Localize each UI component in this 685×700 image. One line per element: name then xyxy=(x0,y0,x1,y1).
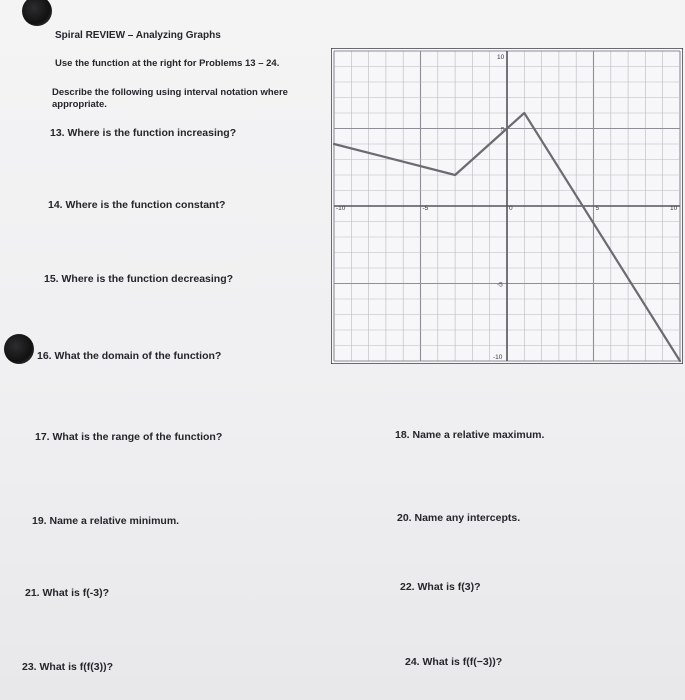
question-19: 19. Name a relative minimum. xyxy=(32,515,180,527)
question-16: 16. What the domain of the function? xyxy=(37,350,222,362)
question-14: 14. Where is the function constant? xyxy=(48,199,226,211)
worksheet-instruction: Use the function at the right for Problems 13 – 24. xyxy=(55,58,280,69)
y-tick-label: 10 xyxy=(497,54,505,61)
question-18: 18. Name a relative maximum. xyxy=(395,429,545,441)
y-tick-label: -10 xyxy=(493,354,503,361)
x-tick-label: -5 xyxy=(422,205,429,212)
binder-hole-middle xyxy=(4,334,34,364)
binder-hole-top xyxy=(22,0,52,26)
y-tick-label: 5 xyxy=(501,126,505,134)
y-tick-label: -5 xyxy=(497,281,503,289)
x-tick-label: 10 xyxy=(670,205,678,212)
question-24: 24. What is f(f(−3))? xyxy=(405,656,503,668)
question-21: 21. What is f(-3)? xyxy=(25,587,110,599)
question-23: 23. What is f(f(3))? xyxy=(22,661,113,673)
question-20: 20. Name any intercepts. xyxy=(397,512,521,524)
worksheet-describe: Describe the following using interval notation where appropriate. xyxy=(52,87,288,110)
question-15: 15. Where is the function decreasing? xyxy=(44,273,234,285)
function-graph xyxy=(331,48,683,364)
x-tick-label: -10 xyxy=(336,205,346,212)
worksheet-title: Spiral REVIEW – Analyzing Graphs xyxy=(55,30,221,41)
question-13: 13. Where is the function increasing? xyxy=(50,127,237,139)
question-22: 22. What is f(3)? xyxy=(400,581,481,593)
x-tick-label: 0 xyxy=(509,205,513,212)
x-tick-label: 5 xyxy=(595,205,600,212)
function-graph-svg xyxy=(331,48,683,364)
question-17: 17. What is the range of the function? xyxy=(35,431,223,443)
